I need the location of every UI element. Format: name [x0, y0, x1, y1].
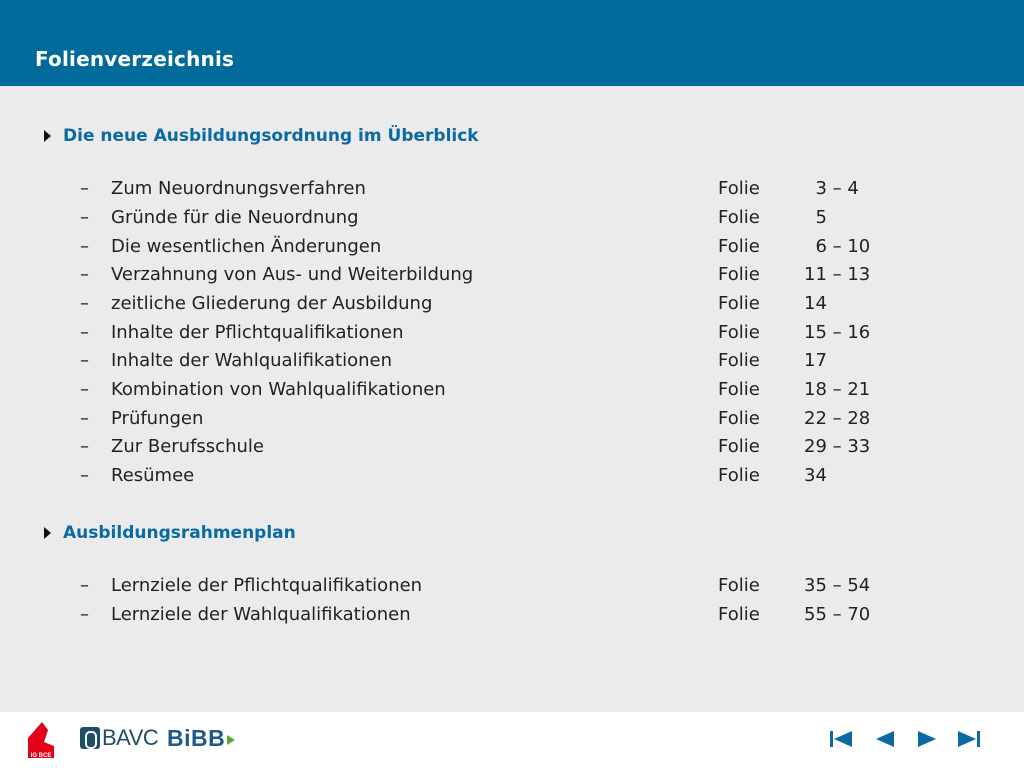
toc-dash: –	[80, 178, 89, 199]
toc-slide-range: 15 – 16	[804, 322, 871, 343]
toc-slide-range: 6 – 10	[804, 236, 871, 257]
toc-item[interactable]	[80, 379, 920, 407]
next-slide-icon[interactable]	[914, 728, 940, 750]
toc-dash: –	[80, 408, 89, 429]
toc-item-label: zeitliche Gliederung der Ausbildung	[111, 293, 433, 314]
toc-slide-range: 34	[804, 465, 827, 486]
toc-slide-range: 29 – 33	[804, 436, 871, 457]
section-1-title: Die neue Ausbildungsordnung im Überblick	[63, 126, 479, 146]
toc-folie-label: Folie	[718, 178, 760, 199]
toc-item[interactable]	[80, 350, 920, 378]
toc-dash: –	[80, 604, 89, 625]
toc-item-label: Verzahnung von Aus- und Weiterbildung	[111, 264, 474, 285]
toc-folie-label: Folie	[718, 379, 760, 400]
toc-item-label: Zum Neuordnungsverfahren	[111, 178, 366, 199]
toc-item-label: Resümee	[111, 465, 195, 486]
toc-item-label: Lernziele der Wahlqualifikationen	[111, 604, 411, 625]
toc-dash: –	[80, 293, 89, 314]
toc-slide-range: 18 – 21	[804, 379, 871, 400]
toc-item[interactable]	[80, 465, 920, 493]
previous-slide-icon[interactable]	[872, 728, 898, 750]
toc-slide-range: 14	[804, 293, 827, 314]
toc-folie-label: Folie	[718, 322, 760, 343]
toc-item[interactable]	[80, 236, 920, 264]
toc-item[interactable]	[80, 408, 920, 436]
section-1-heading	[44, 124, 479, 148]
toc-slide-range: 17	[804, 350, 827, 371]
toc-slide-range: 55 – 70	[804, 604, 871, 625]
svg-text:IG BCE: IG BCE	[30, 753, 52, 759]
toc-item[interactable]	[80, 322, 920, 350]
toc-folie-label: Folie	[718, 293, 760, 314]
toc-folie-label: Folie	[718, 604, 760, 625]
toc-dash: –	[80, 322, 89, 343]
toc-item[interactable]	[80, 178, 920, 206]
igbce-logo	[26, 720, 56, 760]
toc-folie-label: Folie	[718, 350, 760, 371]
toc-folie-label: Folie	[718, 408, 760, 429]
toc-slide-range: 35 – 54	[804, 575, 871, 596]
toc-folie-label: Folie	[718, 575, 760, 596]
bavc-emblem-icon	[80, 727, 100, 749]
toc-folie-label: Folie	[718, 264, 760, 285]
toc-dash: –	[80, 379, 89, 400]
toc-dash: –	[80, 236, 89, 257]
toc-slide-range: 3 – 4	[804, 178, 859, 199]
toc-item-label: Zur Berufsschule	[111, 436, 264, 457]
toc-item[interactable]	[80, 207, 920, 235]
toc-item-label: Gründe für die Neuordnung	[111, 207, 359, 228]
toc-item[interactable]	[80, 264, 920, 292]
toc-item-label: Die wesentlichen Änderungen	[111, 236, 382, 257]
last-slide-icon[interactable]	[956, 728, 982, 750]
toc-slide-range: 22 – 28	[804, 408, 871, 429]
toc-item-label: Kombination von Wahlqualifikationen	[111, 379, 446, 400]
toc-dash: –	[80, 207, 89, 228]
header-bar	[0, 0, 1024, 86]
bibb-logo	[167, 725, 235, 752]
toc-item-label: Inhalte der Wahlqualifikationen	[111, 350, 393, 371]
toc-item-label: Lernziele der Pflichtqualifikationen	[111, 575, 423, 596]
toc-folie-label: Folie	[718, 207, 760, 228]
toc-dash: –	[80, 264, 89, 285]
bibb-arrow-icon	[227, 735, 235, 745]
first-slide-icon[interactable]	[828, 728, 854, 750]
bavc-logo	[80, 725, 158, 751]
bullet-triangle-icon	[44, 527, 51, 539]
toc-slide-range: 5	[804, 207, 827, 228]
section-2-title: Ausbildungsrahmenplan	[63, 523, 296, 543]
toc-item[interactable]	[80, 293, 920, 321]
toc-item[interactable]	[80, 436, 920, 464]
toc-item[interactable]	[80, 575, 920, 603]
toc-dash: –	[80, 350, 89, 371]
bullet-triangle-icon	[44, 130, 51, 142]
toc-dash: –	[80, 436, 89, 457]
toc-folie-label: Folie	[718, 436, 760, 457]
toc-item-label: Prüfungen	[111, 408, 204, 429]
toc-item-label: Inhalte der Pflichtqualifikationen	[111, 322, 404, 343]
toc-slide-range: 11 – 13	[804, 264, 871, 285]
bavc-logo-text: BAVC	[102, 725, 159, 750]
toc-folie-label: Folie	[718, 465, 760, 486]
page-title: Folienverzeichnis	[35, 47, 235, 71]
toc-dash: –	[80, 465, 89, 486]
section-2-heading	[44, 521, 296, 545]
toc-dash: –	[80, 575, 89, 596]
bibb-logo-text: BiBB	[167, 725, 226, 751]
toc-item[interactable]	[80, 604, 920, 632]
toc-folie-label: Folie	[718, 236, 760, 257]
